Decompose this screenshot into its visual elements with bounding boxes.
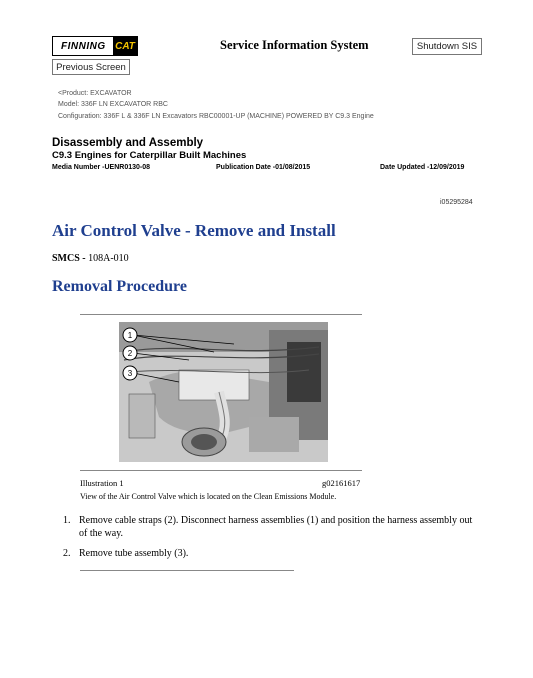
smcs-label: SMCS -	[52, 253, 89, 264]
callout-1	[123, 328, 137, 342]
document-id: i05295284	[440, 199, 473, 206]
manual-subheading: C9.3 Engines for Caterpillar Built Machines	[52, 150, 247, 161]
callout-3-label: 3	[127, 369, 133, 378]
smcs-value: 108A-010	[88, 253, 129, 264]
cat-badge: CAT	[113, 37, 137, 55]
section-heading: Removal Procedure	[52, 278, 187, 295]
manual-heading: Disassembly and Assembly	[52, 137, 204, 149]
illustration-caption: View of the Air Control Valve which is located on the Clean Emissions Module.	[80, 492, 337, 501]
divider	[80, 470, 362, 471]
configuration-line: Configuration: 336F L & 336F LN Excavators RBC00001-UP (MACHINE) POWERED BY C9.3 Engine	[58, 113, 374, 120]
media-number: Media Number -UENR0130-08	[52, 164, 151, 171]
shutdown-sis-button[interactable]: Shutdown SIS	[412, 38, 482, 55]
page-title: Air Control Valve - Remove and Install	[52, 221, 336, 240]
finning-cat-logo	[52, 36, 138, 56]
model-line: Model: 336F LN EXCAVATOR RBC	[58, 101, 168, 108]
system-title: Service Information System	[220, 38, 369, 52]
illustration-code: g02161617	[322, 478, 361, 488]
publication-date: Publication Date -01/08/2015	[216, 164, 311, 171]
illustration-label: Illustration 1	[80, 478, 124, 488]
step-number: 1.	[63, 515, 71, 526]
air-control-valve-illustration	[119, 322, 328, 462]
smcs-code	[52, 253, 129, 264]
step-text: Remove tube assembly (3).	[79, 548, 189, 559]
divider	[80, 570, 294, 571]
divider	[80, 314, 362, 315]
callout-3	[123, 366, 137, 380]
previous-screen-button[interactable]: Previous Screen	[52, 59, 130, 75]
product-line[interactable]: <Product: EXCAVATOR	[58, 90, 132, 97]
callout-2-label: 2	[127, 349, 133, 358]
date-updated: Date Updated -12/09/2019	[380, 164, 465, 171]
step-number: 2.	[63, 548, 71, 559]
procedure-steps	[63, 515, 483, 569]
procedure-step	[63, 515, 483, 540]
callout-2	[123, 346, 137, 360]
logo-text: FINNING	[61, 40, 106, 52]
callout-1-label: 1	[127, 331, 133, 340]
procedure-step	[63, 548, 483, 561]
step-text: Remove cable straps (2). Disconnect harness assemblies (1) and position the harness assembly out of the way.	[79, 515, 473, 539]
